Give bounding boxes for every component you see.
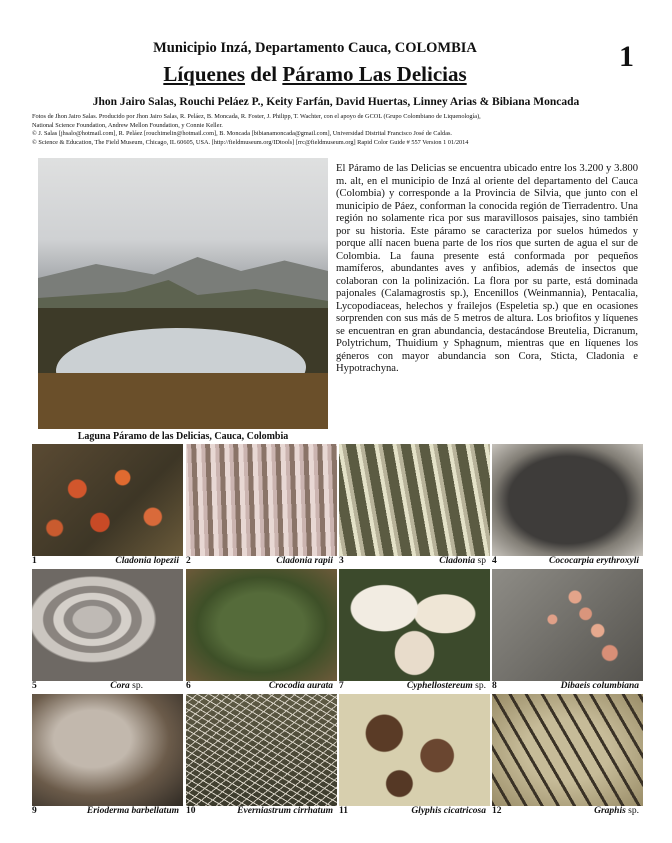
species-photo-3	[339, 444, 490, 556]
species-name: Cora	[110, 681, 130, 691]
species-photo-9	[32, 694, 183, 806]
species-photo-4	[492, 444, 643, 556]
page-number: 1	[619, 40, 634, 73]
species-number: 1	[32, 556, 37, 566]
authors-line: Jhon Jairo Salas, Rouchi Peláez P., Keity Farfán, David Huertas, Linney Arias & Bibiana Moncada	[92, 96, 580, 108]
title-part-3: Páramo Las Delicias	[282, 62, 467, 86]
species-name: Cococarpia erythroxyli	[549, 556, 639, 566]
species-name: Everniastrum cirrhatum	[237, 806, 333, 816]
species-name: Cyphellostereum	[406, 681, 473, 691]
lagoon-photo	[38, 158, 328, 429]
location-heading: Municipio Inzá, Departamento Cauca, COLOMBIA	[153, 40, 477, 56]
species-number: 10	[186, 806, 196, 816]
species-photo-6	[186, 569, 337, 681]
credit-line: © Science & Education, The Field Museum, Chicago, IL 60605, USA. [http://fieldmuseum.org/IDtools] [rrc@fieldmuseum.org] Rapid Color Guide # 557 Version 1 01/2014	[32, 138, 469, 146]
lagoon-photo-caption: Laguna Páramo de las Delicias, Cauca, Colombia	[77, 431, 289, 442]
species-name: Cladonia lopezii	[115, 556, 179, 566]
page-title	[0, 62, 630, 87]
species-photo-12	[492, 694, 643, 806]
intro-paragraph: El Páramo de las Delicias se encuentra ubicado entre los 3.200 y 3.800 m. alt, en el municipio de Inzá al oriente del departamento del Cauca (Colombia) y corresponde a la Provincia de Silvia, que junto con el municipio de Páez, conforman la conocida región de Tierradentro. Una región no solamente rica por sus maravillosos paisajes, sino también por su historia. Este páramo se caracteriza por suelos húmedos y porque allí nacen buena parte de los ríos que surten de agua el sur de Colombia. La fauna presente está conformada por pequeños mamíferos, abundantes aves y anfibios, además de insectos que colaboran con la polinización. La flora por su parte, está dominada pajonales (Calamagrostis sp.), Encenillos (Weinmannia), Pentacalia, Lycopodiaceas, helechos y frailejos (Espeletia sp.) que en ocasiones sorprenden con sus más de 5 metros de altura. Los briofitos y líquenes se encuentran en gran abundancia, destacándose Breutelia, Dicranum, Polytrichum, Thuidium y Sphagnum, mientras que en líquenes los géneros con mayor abundancia son Cora, Sticta, Cladonia e Hypotrachyna.	[336, 163, 638, 374]
species-photo-5	[32, 569, 183, 681]
species-name: Dibaeis columbiana	[560, 681, 639, 691]
species-number: 7	[339, 681, 344, 691]
species-number: 8	[492, 681, 497, 691]
species-number: 2	[186, 556, 191, 566]
species-number: 9	[32, 806, 37, 816]
species-name: Glyphis cicatricosa	[411, 806, 486, 816]
species-name: Crocodia aurata	[268, 681, 333, 691]
species-name: Erioderma barbellatum	[86, 806, 179, 816]
species-number: 5	[32, 681, 37, 691]
credit-line: © J. Salas [jhsalo@hotmail.com], R. Peláez [rouchimelin@hotmail.com], B. Moncada [bibianamoncada@gmail.com], Universidad Distrital Francisco José de Caldas.	[32, 130, 453, 138]
credit-line: Fotos de Jhon Jairo Salas. Producido por Jhon Jairo Salas, R. Peláez, B. Moncada, R. Foster, J. Philipp, T. Wachter, con el apoyo de GCOL (Grupo Colombiano de Liquenología),	[32, 113, 481, 120]
species-name: Graphis	[594, 806, 626, 816]
species-name: Cladonia	[439, 556, 476, 566]
species-number: 12	[492, 806, 502, 816]
credits-block	[32, 113, 642, 147]
species-photo-1	[32, 444, 183, 556]
species-name: Cladonia rapii	[276, 556, 333, 566]
species-number: 3	[339, 556, 344, 566]
credit-line: National Science Foundation, Andrew Mellon Foundation, y Connie Keller.	[32, 121, 223, 129]
species-number: 11	[339, 806, 348, 816]
species-photo-8	[492, 569, 643, 681]
title-part-2: del	[250, 62, 278, 86]
species-number: 4	[492, 556, 497, 566]
species-photo-7	[339, 569, 490, 681]
species-number: 6	[186, 681, 191, 691]
species-photo-11	[339, 694, 490, 806]
title-part-1: Líquenes	[163, 62, 246, 86]
species-photo-10	[186, 694, 337, 806]
species-photo-2	[186, 444, 337, 556]
